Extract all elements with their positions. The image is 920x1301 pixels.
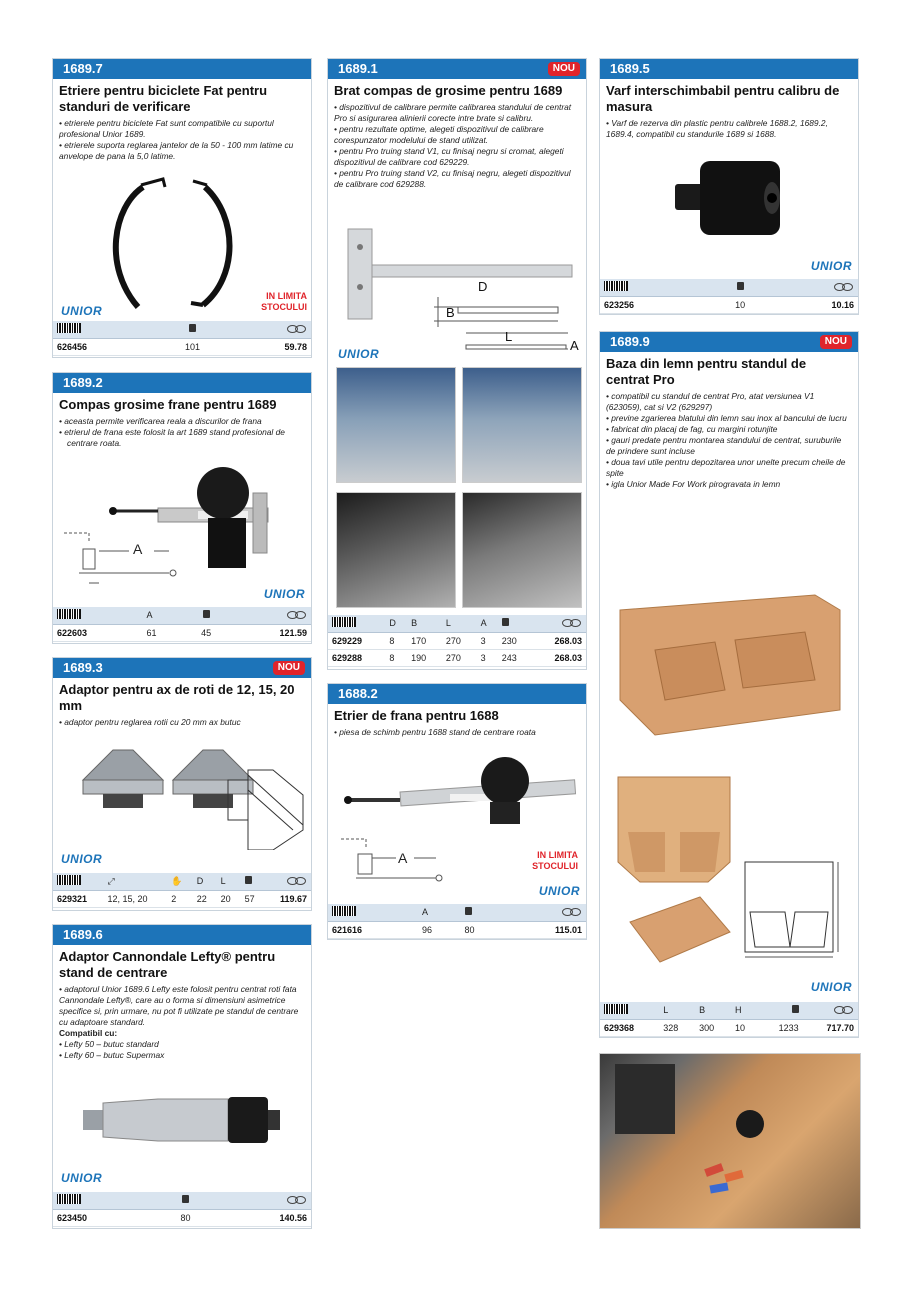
- barcode-icon: [604, 1004, 628, 1014]
- product-description: • dispozitivul de calibrare permite calibrarea standului de centrat Pro si asigurarea alinierii corecte intre brate si calibru. • pentru rezultate optime, alegeti dispozitivul de calibrare corespunzator modelului de stand utilizat. • pentru Pro truing stand V1, cu finisaj negru si cromat, alegeti dispozitivul de calibrare cod 629229. • pentru Pro truing stand V2, cu finisaj negru, alegeti dispozitivul de calibrare cod 629288.: [334, 102, 572, 189]
- dimension-label-d: D: [478, 279, 488, 294]
- package-icon: [182, 1195, 189, 1203]
- product-card-1689-9: [599, 331, 859, 1038]
- lefty-adapter-image: [78, 1085, 288, 1155]
- calibration-arm-image: [338, 227, 578, 357]
- product-description: • adaptor pentru reglarea rotii cu 20 mm ax butuc: [59, 717, 241, 727]
- product-description: • etrierele pentru biciclete Fat sunt compatibile cu suportul profesional Unior 1689. • etrierele suporta reglarea jantelor de la 50 - 100 mm latime cu anvelope de pana la 5,0 latime.: [59, 118, 294, 161]
- unior-logo: UNIOR: [810, 259, 852, 273]
- unior-logo: UNIOR: [61, 852, 103, 866]
- product-description: • compatibil cu standul de centrat Pro, atat versiunea V1 (623059), cat si V2 (629297) • previne zgarierea blatului din lemn sau inox al bancului de lucru • fabricat din placaj de fag, cu margini rotunjite • gauri predate pentru montarea standului de centrat, suruburile de prindere sunt incluse • doua tavi utile pentru depozitarea unor unelte precum cheile de spite • igla Unior Made For Work pirogravata in lemn: [606, 391, 847, 489]
- fat-bike-calipers-image: [103, 177, 253, 317]
- price-coins-icon: [834, 1004, 854, 1014]
- brake-caliper-image: [340, 756, 580, 836]
- usage-photo-3: [336, 492, 456, 608]
- package-icon: [502, 618, 509, 626]
- wooden-base-in-use-photo: [599, 1053, 861, 1229]
- tools-on-tray-illustration: [600, 1054, 861, 1229]
- barcode-icon: [332, 906, 356, 916]
- package-icon: [203, 610, 210, 618]
- dimension-drawing: [59, 523, 179, 593]
- product-code-header: 1689.3 NOU: [53, 658, 311, 678]
- barcode-icon: [332, 617, 356, 627]
- spec-table: [600, 279, 858, 314]
- usage-photo-2: [462, 367, 582, 483]
- replacement-tip-image: [660, 149, 800, 249]
- stock-note: IN LIMITA STOCULUI: [261, 291, 307, 312]
- product-code-header: 1689.6: [53, 925, 311, 945]
- unior-logo: UNIOR: [338, 347, 380, 361]
- product-description: • Varf de rezerva din plastic pentru calibrele 1688.2, 1689.2, 1689.4, compatibil cu standurile 1689 si 1688.: [606, 118, 828, 139]
- product-title: Varf interschimbabil pentru calibru de masura: [606, 83, 840, 114]
- table-row: 622603 61 45 121.59: [53, 624, 311, 641]
- table-row: 623450 80 140.56: [53, 1209, 311, 1226]
- price-coins-icon: [562, 906, 582, 916]
- product-title: Adaptor Cannondale Lefty® pentru stand de centrare: [59, 949, 276, 980]
- spec-table: A 622603 61 45 121.59: [53, 607, 311, 642]
- unior-logo: UNIOR: [810, 980, 852, 994]
- dimension-drawing: [336, 834, 446, 894]
- axle-size-icon: ⤢: [107, 875, 115, 886]
- barcode-icon: [57, 1194, 81, 1204]
- product-title: Adaptor pentru ax de roti de 12, 15, 20 mm: [59, 682, 295, 713]
- table-row: 621616 96 80 115.01: [328, 921, 586, 938]
- stock-note: IN LIMITA STOCULUI: [532, 850, 578, 871]
- product-description: • adaptorul Unior 1689.6 Lefty este folosit pentru centrat roti fata Cannondale Lefty®, care au o forma si dimensiuni asimetrice specifice si, prin urmare, nu pot fi utilizate pe standul de centrare cu adaptoare standard. Compatibil cu: • Lefty 50 – butuc standard • Lefty 60 – butuc Supermax: [59, 984, 299, 1060]
- product-card-1689-5: [599, 58, 859, 315]
- product-title: Etrier de frana pentru 1688: [334, 708, 499, 723]
- spec-table: D B L A 629229 8 170 270 3 230 268.03 629288 8 190 270 3 243 268.03: [328, 615, 586, 667]
- unior-logo: UNIOR: [538, 884, 580, 898]
- spec-table: A 621616 96 80 115.01: [328, 904, 586, 939]
- barcode-icon: [57, 323, 81, 333]
- new-badge: NOU: [548, 62, 580, 76]
- table-row: 629229 8 170 270 3 230 268.03: [328, 632, 586, 649]
- product-title: Brat compas de grosime pentru 1689: [334, 83, 563, 98]
- product-code-header: 1688.2: [328, 684, 586, 704]
- product-card-1689-1: [327, 58, 587, 670]
- price-coins-icon: [834, 281, 854, 291]
- new-badge: NOU: [820, 335, 852, 349]
- package-icon: [465, 907, 472, 915]
- product-code-header: 1689.7: [53, 59, 311, 79]
- hand-icon: ✋: [171, 875, 183, 886]
- product-title: Baza din lemn pentru standul de centrat Pro: [606, 356, 807, 387]
- package-icon: [737, 282, 744, 290]
- package-icon: [245, 876, 252, 884]
- product-card-1689-2: [52, 372, 312, 644]
- product-description: • aceasta permite verificarea reala a discurilor de frana • etrierul de frana este folosit la art 1689 stand profesional de centrare roata.: [59, 416, 285, 448]
- table-row: 629288 8 190 270 3 243 268.03: [328, 649, 586, 666]
- spec-table: [53, 1192, 311, 1227]
- spec-table: ⤢ ✋ D L 629321 12, 15, 20 2 22 20 57 119.67: [53, 873, 311, 908]
- product-code-header: 1689.9 NOU: [600, 332, 858, 352]
- package-icon: [792, 1005, 799, 1013]
- table-row: 629321 12, 15, 20 2 22 20 57 119.67: [53, 890, 311, 907]
- unior-logo: UNIOR: [263, 587, 305, 601]
- product-description: • piesa de schimb pentru 1688 stand de centrare roata: [334, 727, 536, 737]
- price-coins-icon: [287, 1194, 307, 1204]
- barcode-icon: [57, 609, 81, 619]
- new-badge: NOU: [273, 661, 305, 675]
- price-coins-icon: [562, 617, 582, 627]
- dimension-label-l: L: [505, 329, 513, 344]
- package-icon: [189, 324, 196, 332]
- product-card-1688-2: [327, 683, 587, 940]
- usage-photo-1: [336, 367, 456, 483]
- table-row: 629368 328 300 10 1233 717.70: [600, 1019, 858, 1036]
- spec-table: L B H 629368 328 300 10 1233 717.70: [600, 1002, 858, 1037]
- product-card-1689-6: [52, 924, 312, 1229]
- product-code-header: 1689.5: [600, 59, 858, 79]
- axle-adapter-image: [63, 740, 313, 850]
- usage-photo-4: [462, 492, 582, 608]
- unior-logo: UNIOR: [61, 304, 103, 318]
- dimension-label-a: A: [133, 541, 143, 557]
- table-row: 626456 101 59.78: [53, 338, 311, 355]
- product-card-1689-7: [52, 58, 312, 358]
- table-row: 623256 10 10.16: [600, 296, 858, 313]
- spec-table: [53, 321, 311, 356]
- product-title: Compas grosime frane pentru 1689: [59, 397, 277, 412]
- product-card-1689-3: [52, 657, 312, 911]
- barcode-icon: [604, 281, 628, 291]
- price-coins-icon: [287, 875, 307, 885]
- dimension-label-a: A: [398, 850, 408, 866]
- dimension-label-b: B: [446, 305, 455, 320]
- price-coins-icon: [287, 323, 307, 333]
- unior-logo: UNIOR: [61, 1171, 103, 1185]
- barcode-icon: [57, 875, 81, 885]
- wooden-base-views: [610, 772, 855, 972]
- product-code-header: 1689.2: [53, 373, 311, 393]
- dimension-label-a: A: [570, 338, 579, 353]
- product-code-header: 1689.1 NOU: [328, 59, 586, 79]
- product-title: Etriere pentru biciclete Fat pentru standuri de verificare: [59, 83, 268, 114]
- price-coins-icon: [287, 609, 307, 619]
- wooden-base-image: [615, 590, 850, 740]
